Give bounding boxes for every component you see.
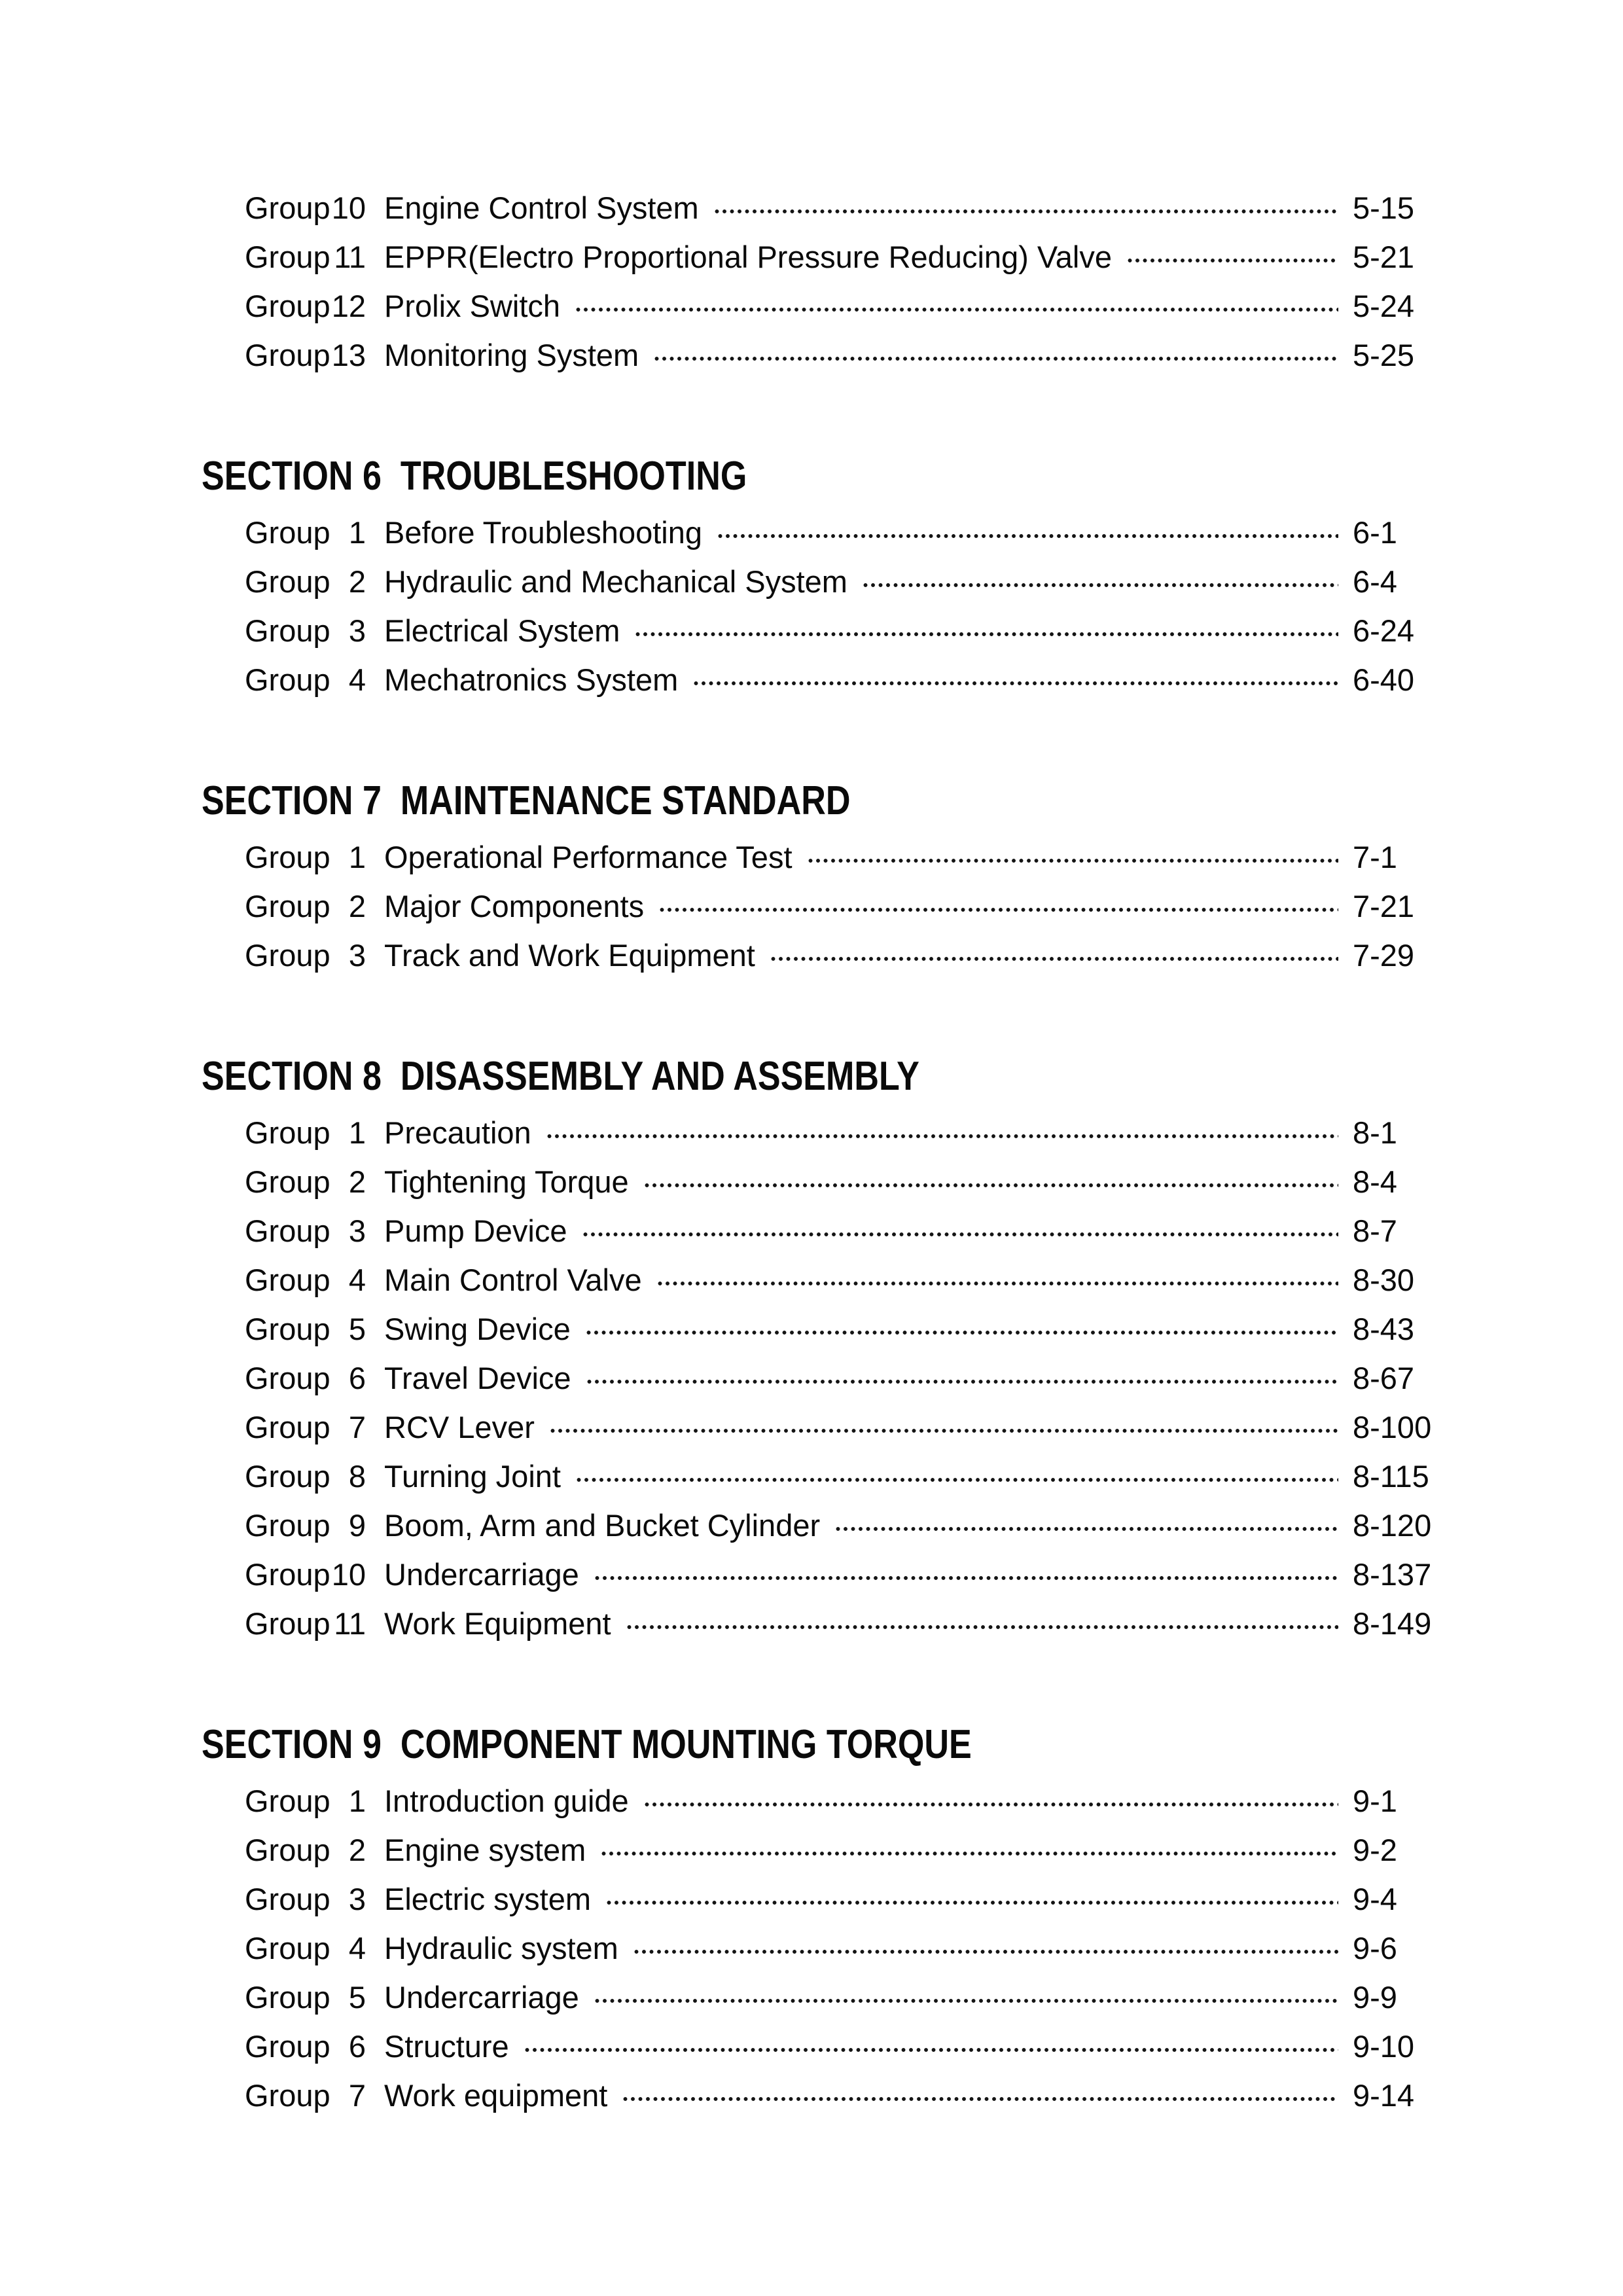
page-number: 8-7: [1353, 1213, 1397, 1248]
group-word: Group: [245, 240, 330, 274]
dot-leader: [587, 1379, 1338, 1384]
section-heading: SECTION 6 TROUBLESHOOTING: [202, 454, 747, 499]
dot-leader: [601, 1851, 1338, 1856]
entry-title: Major Components: [384, 889, 645, 924]
dot-leader: [836, 1526, 1338, 1532]
dot-leader: [1128, 258, 1338, 263]
entry-title: Introduction guide: [384, 1784, 629, 1818]
toc-row: [245, 2071, 1430, 2120]
group-number: 6: [348, 1361, 366, 1395]
group-number: 10: [331, 190, 366, 225]
group-word: Group: [245, 1980, 330, 2015]
entry-title: Electrical System: [384, 613, 620, 648]
dot-leader: [623, 2096, 1338, 2102]
page-number: 8-4: [1353, 1164, 1397, 1199]
page-number: 8-149: [1353, 1606, 1432, 1641]
entry-title: Undercarriage: [384, 1557, 579, 1592]
entry-title: Monitoring System: [384, 338, 639, 372]
group-word: Group: [245, 1931, 330, 1965]
dot-leader: [694, 681, 1338, 686]
group-word: Group: [245, 938, 330, 973]
toc-row: [245, 606, 1430, 655]
dot-leader: [586, 1330, 1338, 1335]
section-rows: [245, 1776, 1430, 2120]
section-rows: [245, 508, 1430, 704]
group-number: 3: [348, 1213, 366, 1248]
group-word: Group: [245, 1115, 330, 1150]
toc-row: [245, 882, 1430, 931]
page-number: 7-1: [1353, 840, 1397, 874]
page-number: 5-24: [1353, 289, 1415, 323]
toc-row: [245, 1255, 1430, 1304]
toc-row: [245, 1825, 1430, 1874]
entry-title: Prolix Switch: [384, 289, 561, 323]
group-number: 12: [331, 289, 366, 323]
group-number: 4: [348, 662, 366, 697]
toc-row: [245, 833, 1430, 882]
toc-row: [245, 1108, 1430, 1157]
toc-row: [245, 232, 1430, 281]
group-number: 1: [348, 515, 366, 550]
page-number: 5-15: [1353, 190, 1415, 225]
entry-title: Travel Device: [384, 1361, 571, 1395]
entry-title: Operational Performance Test: [384, 840, 793, 874]
entry-title: Structure: [384, 2029, 509, 2064]
group-number: 1: [348, 840, 366, 874]
toc-row: [245, 1973, 1430, 2022]
dot-leader: [525, 2047, 1338, 2053]
section-heading: SECTION 8 DISASSEMBLY AND ASSEMBLY: [202, 1054, 919, 1099]
toc-row: [245, 1157, 1430, 1206]
entry-title: Work equipment: [384, 2078, 608, 2113]
page-number: 7-21: [1353, 889, 1415, 924]
entry-title: Boom, Arm and Bucket Cylinder: [384, 1508, 821, 1543]
entry-title: Hydraulic system: [384, 1931, 618, 1965]
group-word: Group: [245, 613, 330, 648]
group-word: Group: [245, 889, 330, 924]
group-word: Group: [245, 1459, 330, 1494]
group-number: 5: [348, 1980, 366, 2015]
entry-title: Turning Joint: [384, 1459, 561, 1494]
orphan-rows: [245, 183, 1430, 380]
toc-row: [245, 1501, 1430, 1550]
dot-leader: [718, 533, 1338, 539]
group-word: Group: [245, 2078, 330, 2113]
dot-leader: [645, 1183, 1338, 1188]
dot-leader: [595, 1575, 1338, 1581]
dot-leader: [547, 1134, 1338, 1139]
page-number: 9-14: [1353, 2078, 1415, 2113]
group-word: Group: [245, 2029, 330, 2064]
group-number: 2: [348, 564, 366, 599]
dot-leader: [550, 1428, 1338, 1433]
group-number: 1: [348, 1115, 366, 1150]
group-word: Group: [245, 662, 330, 697]
toc-row: [245, 1776, 1430, 1825]
entry-title: Engine Control System: [384, 190, 699, 225]
group-number: 3: [348, 1882, 366, 1916]
group-number: 11: [334, 240, 366, 274]
group-word: Group: [245, 840, 330, 874]
group-word: Group: [245, 1164, 330, 1199]
toc-row: [245, 557, 1430, 606]
entry-title: Electric system: [384, 1882, 591, 1916]
dot-leader: [576, 307, 1338, 312]
group-number: 6: [348, 2029, 366, 2064]
dot-leader: [654, 356, 1338, 361]
group-number: 11: [334, 1606, 366, 1641]
group-number: 2: [348, 1833, 366, 1867]
page-number: 9-2: [1353, 1833, 1397, 1867]
group-word: Group: [245, 1312, 330, 1346]
entry-title: EPPR(Electro Proportional Pressure Reducing) Valve: [384, 240, 1112, 274]
dot-leader: [645, 1802, 1338, 1807]
section-heading: SECTION 7 MAINTENANCE STANDARD: [202, 778, 851, 823]
group-word: Group: [245, 1557, 330, 1592]
group-word: Group: [245, 1263, 330, 1297]
group-word: Group: [245, 1213, 330, 1248]
dot-leader: [595, 1998, 1338, 2003]
toc-row: [245, 331, 1430, 380]
entry-title: Work Equipment: [384, 1606, 611, 1641]
group-number: 7: [348, 1410, 366, 1444]
page-number: 6-4: [1353, 564, 1397, 599]
toc-row: [245, 655, 1430, 704]
dot-leader: [607, 1900, 1338, 1905]
page-number: 6-40: [1353, 662, 1415, 697]
page-number: 8-1: [1353, 1115, 1397, 1150]
dot-leader: [583, 1232, 1339, 1237]
page-number: 9-10: [1353, 2029, 1415, 2064]
group-number: 1: [348, 1784, 366, 1818]
group-number: 13: [331, 338, 366, 372]
entry-title: Tightening Torque: [384, 1164, 629, 1199]
toc-section: [0, 1047, 1623, 1648]
page-number: 5-25: [1353, 338, 1415, 372]
dot-leader: [771, 956, 1338, 961]
page-number: 8-120: [1353, 1508, 1432, 1543]
toc-row: [245, 1452, 1430, 1501]
page-number: 6-24: [1353, 613, 1415, 648]
group-word: Group: [245, 1410, 330, 1444]
page-number: 8-67: [1353, 1361, 1415, 1395]
page-number: 8-100: [1353, 1410, 1432, 1444]
toc-section: [0, 447, 1623, 704]
group-word: Group: [245, 289, 330, 323]
group-number: 2: [348, 1164, 366, 1199]
entry-title: Swing Device: [384, 1312, 571, 1346]
dot-leader: [660, 907, 1338, 912]
page-number: 9-6: [1353, 1931, 1397, 1965]
toc-section: [0, 1715, 1623, 2120]
page-number: 5-21: [1353, 240, 1415, 274]
group-number: 7: [348, 2078, 366, 2113]
group-number: 4: [348, 1931, 366, 1965]
toc-row: [245, 931, 1430, 980]
group-number: 3: [348, 613, 366, 648]
dot-leader: [577, 1477, 1338, 1482]
page-number: 7-29: [1353, 938, 1415, 973]
group-word: Group: [245, 1361, 330, 1395]
entry-title: Main Control Valve: [384, 1263, 642, 1297]
toc-row: [245, 1924, 1430, 1973]
page-number: 8-43: [1353, 1312, 1415, 1346]
section-rows: [245, 833, 1430, 980]
dot-leader: [863, 583, 1338, 588]
group-number: 9: [348, 1508, 366, 1543]
toc-row: [245, 1550, 1430, 1599]
entry-title: Mechatronics System: [384, 662, 679, 697]
toc-row: [245, 1206, 1430, 1255]
group-word: Group: [245, 515, 330, 550]
toc-row: [245, 508, 1430, 557]
group-word: Group: [245, 1606, 330, 1641]
entry-title: Before Troubleshooting: [384, 515, 702, 550]
toc-section: [0, 772, 1623, 980]
page-number: 9-1: [1353, 1784, 1397, 1818]
dot-leader: [715, 209, 1338, 214]
group-number: 5: [348, 1312, 366, 1346]
section-heading: SECTION 9 COMPONENT MOUNTING TORQUE: [202, 1722, 972, 1767]
page-number: 9-9: [1353, 1980, 1397, 2015]
group-word: Group: [245, 1508, 330, 1543]
entry-title: Precaution: [384, 1115, 531, 1150]
group-word: Group: [245, 1833, 330, 1867]
group-word: Group: [245, 1784, 330, 1818]
section-rows: [245, 1108, 1430, 1648]
toc-row: [245, 2022, 1430, 2071]
toc-row: [245, 1599, 1430, 1648]
group-word: Group: [245, 564, 330, 599]
group-number: 3: [348, 938, 366, 973]
entry-title: RCV Lever: [384, 1410, 535, 1444]
group-number: 2: [348, 889, 366, 924]
page-number: 8-137: [1353, 1557, 1432, 1592]
entry-title: Hydraulic and Mechanical System: [384, 564, 847, 599]
toc-row: [245, 183, 1430, 232]
dot-leader: [627, 1624, 1338, 1630]
entry-title: Pump Device: [384, 1213, 567, 1248]
toc-row: [245, 1874, 1430, 1924]
toc-row: [245, 1403, 1430, 1452]
dot-leader: [635, 632, 1338, 637]
page-number: 6-1: [1353, 515, 1397, 550]
toc-row: [245, 1304, 1430, 1354]
group-word: Group: [245, 1882, 330, 1916]
toc-row: [245, 281, 1430, 331]
entry-title: Undercarriage: [384, 1980, 579, 2015]
toc-row: [245, 1354, 1430, 1403]
group-number: 10: [331, 1557, 366, 1592]
page-number: 8-30: [1353, 1263, 1415, 1297]
page-number: 9-4: [1353, 1882, 1397, 1916]
dot-leader: [658, 1281, 1338, 1286]
dot-leader: [634, 1949, 1338, 1954]
group-word: Group: [245, 190, 330, 225]
page-number: 8-115: [1353, 1459, 1429, 1494]
dot-leader: [808, 858, 1338, 863]
group-number: 8: [348, 1459, 366, 1494]
group-number: 4: [348, 1263, 366, 1297]
entry-title: Engine system: [384, 1833, 586, 1867]
group-word: Group: [245, 338, 330, 372]
entry-title: Track and Work Equipment: [384, 938, 755, 973]
